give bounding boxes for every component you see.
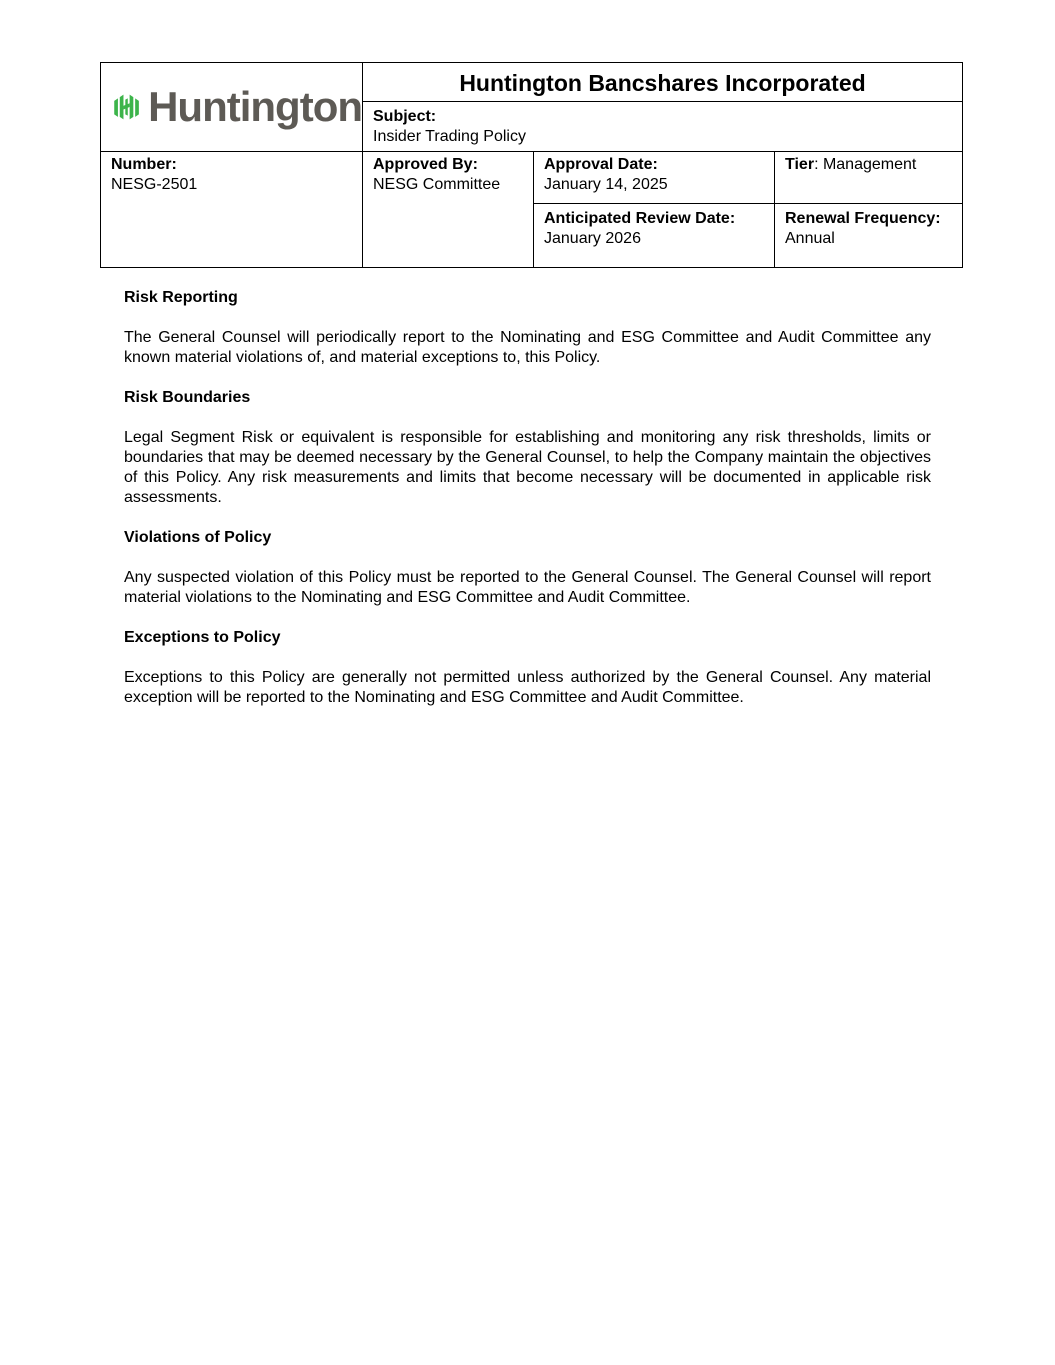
approved-by-cell [363, 152, 534, 268]
subject-value: Insider Trading Policy [373, 128, 526, 145]
document-header-table [100, 62, 963, 268]
renewal-cell [775, 204, 963, 268]
review-date-cell [534, 204, 775, 268]
section-heading: Risk Reporting [124, 289, 238, 306]
section-body: Legal Segment Risk or equivalent is responsible for establishing and monitoring any risk thresholds, limits or boundaries that may be deemed necessary by the General Counsel, to help the Company maintain the objectives of this Policy. Any risk measurements and limits that become necessary will be documented in applicable risk assessments. [124, 429, 931, 506]
huntington-logo-icon [113, 83, 140, 131]
section-heading: Risk Boundaries [124, 389, 251, 406]
renewal-label: Renewal Frequency: [785, 210, 941, 227]
review-date-label: Anticipated Review Date: [544, 210, 736, 227]
approval-date-label: Approval Date: [544, 156, 658, 173]
section-risk-boundaries [124, 388, 931, 508]
tier-cell [775, 152, 963, 204]
section-heading: Exceptions to Policy [124, 629, 281, 646]
logo-wordmark: Huntington [148, 83, 362, 130]
section-heading: Violations of Policy [124, 529, 272, 546]
policy-content [124, 288, 931, 728]
renewal-value: Annual [785, 230, 835, 247]
tier-label: Tier [785, 156, 815, 173]
subject-cell [363, 102, 963, 152]
tier-value: : Management [814, 156, 917, 173]
section-violations-of-policy [124, 528, 931, 608]
section-body: Exceptions to this Policy are generally not permitted unless authorized by the General Counsel. Any material exception will be reported to the Nominating and ESG Committee and Audit Committee. [124, 669, 931, 706]
number-value: NESG-2501 [111, 176, 198, 193]
review-date-value: January 2026 [544, 230, 641, 247]
section-body: The General Counsel will periodically report to the Nominating and ESG Committee and Audit Committee any known material violations of, and material exceptions to, this Policy. [124, 329, 931, 366]
huntington-logo [101, 63, 362, 151]
section-body: Any suspected violation of this Policy must be reported to the General Counsel. The General Counsel will report material violations to the Nominating and ESG Committee and Audit Committee. [124, 569, 931, 606]
number-label: Number: [111, 156, 177, 173]
number-cell [101, 152, 363, 268]
approval-date-cell [534, 152, 775, 204]
approved-by-label: Approved By: [373, 156, 478, 173]
approval-date-value: January 14, 2025 [544, 176, 668, 193]
section-exceptions-to-policy [124, 628, 931, 708]
subject-label: Subject: [373, 108, 437, 125]
approved-by-value: NESG Committee [373, 176, 501, 193]
company-name: Huntington Bancshares Incorporated [363, 63, 963, 102]
section-risk-reporting [124, 288, 931, 368]
logo-cell [101, 63, 363, 152]
